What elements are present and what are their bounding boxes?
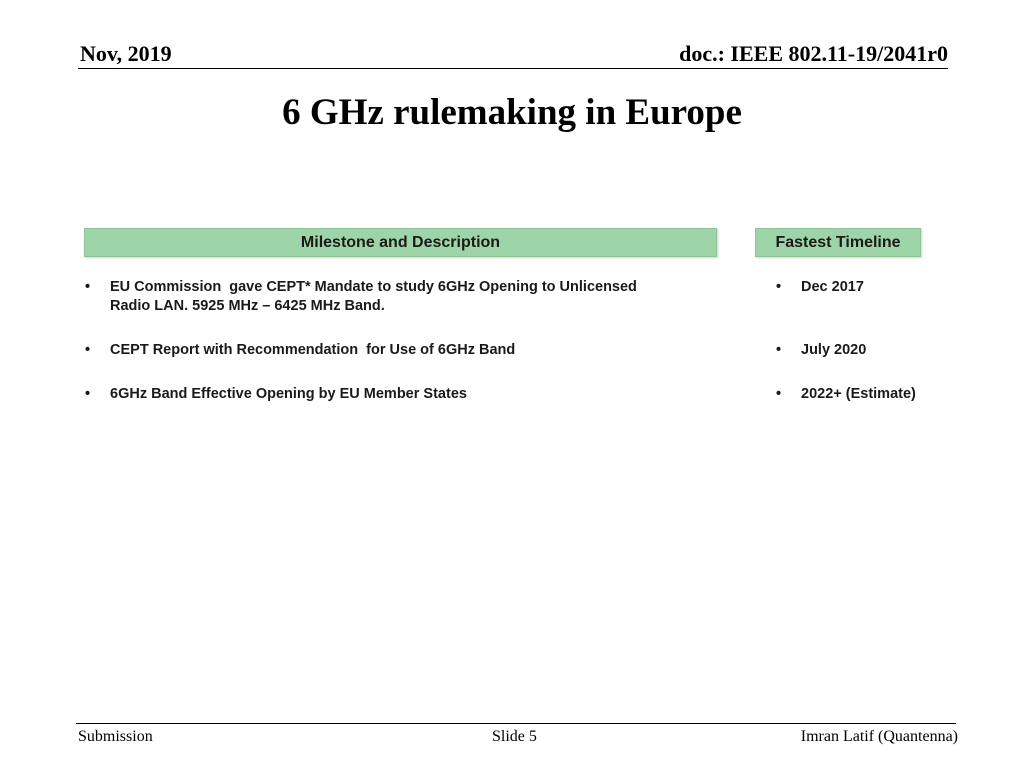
header-date: Nov, 2019 <box>80 41 172 66</box>
timeline-text-1: Dec 2017 <box>801 279 864 295</box>
footer-slide-number: Slide 5 <box>492 728 537 745</box>
milestone-column-header: Milestone and Description <box>84 228 717 257</box>
footer-divider <box>76 723 956 724</box>
milestone-text-3: 6GHz Band Effective Opening by EU Member States <box>110 386 467 402</box>
footer-author: Imran Latif (Quantenna) <box>800 728 958 745</box>
footer-submission: Submission <box>78 728 153 745</box>
bullet-icon: • <box>776 279 782 295</box>
header-divider <box>78 68 948 69</box>
slide-title: 6 GHz rulemaking in Europe <box>282 92 742 133</box>
bullet-icon: • <box>85 279 91 295</box>
milestone-text-1-line-2: Radio LAN. 5925 MHz – 6425 MHz Band. <box>110 298 385 314</box>
header-doc-id: doc.: IEEE 802.11-19/2041r0 <box>679 41 948 66</box>
milestone-text-1 <box>110 278 637 316</box>
milestone-text-1-line-1: EU Commission gave CEPT* Mandate to study 6GHz Opening to Unlicensed <box>110 279 637 295</box>
bullet-icon: • <box>85 342 91 358</box>
milestone-text-2: CEPT Report with Recommendation for Use of 6GHz Band <box>110 342 516 358</box>
timeline-text-3: 2022+ (Estimate) <box>801 386 916 402</box>
timeline-text-2: July 2020 <box>801 342 867 358</box>
bullet-icon: • <box>776 342 782 358</box>
bullet-icon: • <box>85 386 91 402</box>
milestone-item-1 <box>85 278 685 318</box>
bullet-icon: • <box>776 386 782 402</box>
timeline-column-header: Fastest Timeline <box>755 228 921 257</box>
